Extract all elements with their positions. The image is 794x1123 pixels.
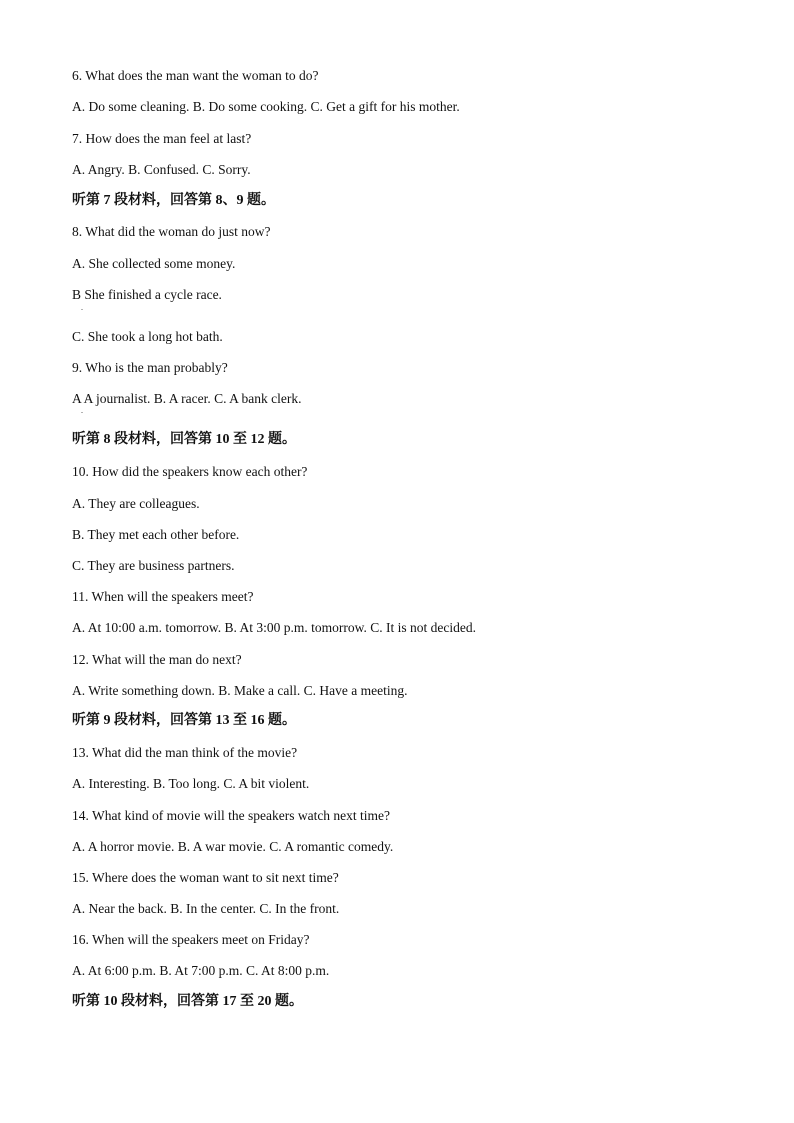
stray-dot: . xyxy=(81,303,83,312)
options-13: A. Interesting. B. Too long. C. A bit violent. xyxy=(72,776,310,791)
section-heading-9: 听第 9 段材料，回答第 13 至 16 题。 xyxy=(72,713,296,728)
question-9: 9. Who is the man probably? xyxy=(72,360,228,375)
options-11: A. At 10:00 a.m. tomorrow. B. At 3:00 p.m. tomorrow. C. It is not decided. xyxy=(72,620,476,635)
option-8c: C. She took a long hot bath. xyxy=(72,329,223,344)
question-12: 12. What will the man do next? xyxy=(72,652,242,667)
question-8: 8. What did the woman do just now? xyxy=(72,224,271,239)
section-heading-10: 听第 10 段材料，回答第 17 至 20 题。 xyxy=(72,994,303,1009)
option-8b: B She finished a cycle race. xyxy=(72,287,222,302)
question-15: 15. Where does the woman want to sit next time? xyxy=(72,870,339,885)
option-10a: A. They are colleagues. xyxy=(72,496,200,511)
options-6: A. Do some cleaning. B. Do some cooking. C. Get a gift for his mother. xyxy=(72,99,460,114)
stray-dot: . xyxy=(81,406,83,415)
options-15: A. Near the back. B. In the center. C. In the front. xyxy=(72,901,340,916)
question-16: 16. When will the speakers meet on Friday? xyxy=(72,932,310,947)
option-10c: C. They are business partners. xyxy=(72,558,235,573)
option-10b: B. They met each other before. xyxy=(72,527,240,542)
question-6: 6. What does the man want the woman to do? xyxy=(72,68,319,83)
question-11: 11. When will the speakers meet? xyxy=(72,589,254,604)
section-heading-8: 听第 8 段材料，回答第 10 至 12 题。 xyxy=(72,432,296,447)
option-8a: A. She collected some money. xyxy=(72,256,236,271)
options-12: A. Write something down. B. Make a call. C. Have a meeting. xyxy=(72,683,408,698)
section-heading-7: 听第 7 段材料，回答第 8、9 题。 xyxy=(72,193,275,208)
options-7: A. Angry. B. Confused. C. Sorry. xyxy=(72,162,251,177)
options-9: A A journalist. B. A racer. C. A bank clerk. xyxy=(72,391,302,406)
question-13: 13. What did the man think of the movie? xyxy=(72,745,298,760)
question-14: 14. What kind of movie will the speakers watch next time? xyxy=(72,808,391,823)
question-10: 10. How did the speakers know each other? xyxy=(72,464,308,479)
options-16: A. At 6:00 p.m. B. At 7:00 p.m. C. At 8:00 p.m. xyxy=(72,963,330,978)
options-14: A. A horror movie. B. A war movie. C. A romantic comedy. xyxy=(72,839,394,854)
question-7: 7. How does the man feel at last? xyxy=(72,131,252,146)
